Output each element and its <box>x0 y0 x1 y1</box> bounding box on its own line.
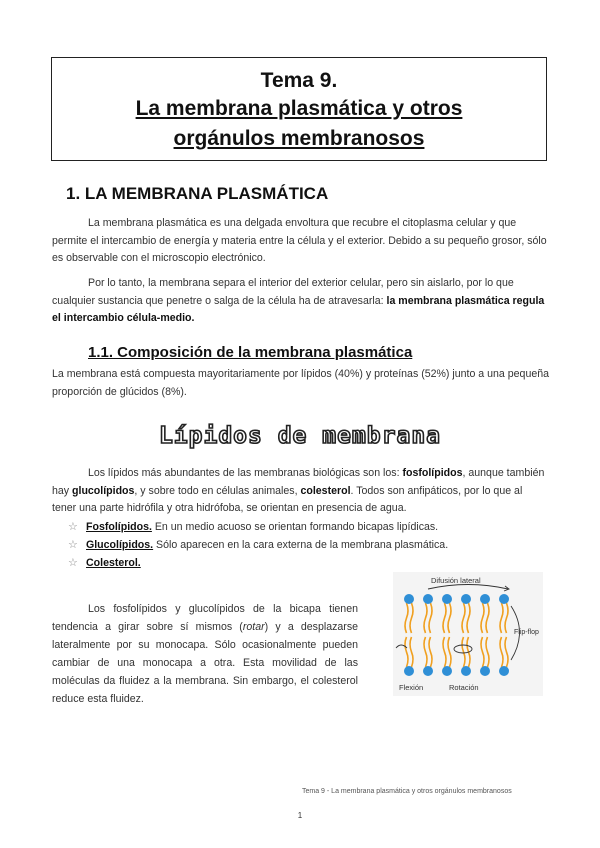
title-line-3: orgánulos membranosos <box>173 127 425 150</box>
lipid-tail <box>505 603 508 633</box>
lipid-tail <box>429 603 432 633</box>
membrane-movement-figure <box>393 572 543 696</box>
lipid-bilayer <box>404 594 509 676</box>
label-flip-flop: Flip-flop <box>514 629 539 636</box>
section-1-heading: 1. LA MEMBRANA PLASMÁTICA <box>66 184 329 203</box>
lipid-tail <box>429 637 432 667</box>
title-box <box>51 57 547 161</box>
lipid-tail <box>462 603 465 633</box>
lipid-head <box>499 594 509 604</box>
lipid-tail <box>424 637 427 667</box>
section-1-paragraph-1 <box>52 215 549 268</box>
lipid-tail <box>481 603 484 633</box>
intro-colesterol: colesterol <box>300 484 351 497</box>
lipid-tail <box>486 637 489 667</box>
lipid-tail <box>410 603 413 633</box>
label-difusion-lateral: Difusión lateral <box>431 576 481 585</box>
lipid-head <box>480 666 490 676</box>
lipid-tail <box>448 603 451 633</box>
lipid-head <box>442 666 452 676</box>
lipid-tail <box>405 637 408 667</box>
lipid-tail <box>443 603 446 633</box>
p2-text: Por lo tanto, la membrana separa el interior del exterior celular, pero sin aislarlo, por lo que cualquier sustancia que penetre o salga de la célula ha de atravesarla: <box>52 277 514 307</box>
lipid-tail <box>410 637 413 667</box>
intro-fosfolipidos: fosfolípidos <box>402 467 463 479</box>
bullet-glucolipidos: ☆ Glucolípidos. Sólo aparecen en la cara externa de la membrana plasmática. <box>68 539 449 551</box>
lipid-tail <box>505 637 508 667</box>
lipid-head <box>480 594 490 604</box>
p2-bold: la membrana plasmática regula el intercambio célula-medio. <box>52 294 545 324</box>
lipidos-intro <box>52 465 549 518</box>
lipid-tail <box>486 603 489 633</box>
title-line-2: La membrana plasmática y otros <box>135 97 463 120</box>
lipid-tail <box>443 637 446 667</box>
bullet-fosfolipidos: ☆ Fosfolípidos. En un medio acuoso se orientan formando bicapas lipídicas. <box>68 521 439 533</box>
section-1-1-heading: 1.1. Composición de la membrana plasmática <box>88 344 413 361</box>
intro-e: , y sobre todo en células animales, <box>134 484 301 497</box>
arrow-difusion-icon <box>428 585 508 590</box>
bilayer-diagram <box>393 572 543 696</box>
page-number: 1 <box>297 811 303 820</box>
section-1-paragraph-2 <box>52 275 549 328</box>
lipid-head <box>461 594 471 604</box>
star-icon: ☆ <box>68 539 78 551</box>
bullet-colesterol: ☆ Colesterol. <box>68 557 141 569</box>
star-icon: ☆ <box>68 521 78 533</box>
lipid-tail <box>467 603 470 633</box>
lipid-tail <box>448 637 451 667</box>
rotar-italic: rotar <box>242 621 265 633</box>
lipidos-title: Lípidos de membrana <box>158 423 442 449</box>
label-flexion: Flexión <box>399 683 424 692</box>
lipid-head <box>499 666 509 676</box>
movilidad-paragraph: Los fosfolípidos y glucolípidos de la bicapa tienen tendencia a girar sobre sí mismos (rotar) y a desplazarse lateralmente por su monocapa. Sólo ocasionalmente pueden cambiar de una monocapa a otra. Esta movilidad de las moléculas da fluidez a la membrana. Sin embargo, el colesterol reduce esta fluidez. <box>52 603 359 705</box>
intro-g: . Todos son anfipáticos, por lo que al tener una parte hidrófila y otra hidrófoba, se orientan en presencia de agua. <box>52 484 523 514</box>
lipid-tail <box>481 637 484 667</box>
section-1-1-paragraph: La membrana está compuesta mayoritariamente por lípidos (40%) y proteínas (52%) junto a una pequeña proporción de glúcidos (8%). <box>52 368 550 398</box>
lipid-tail <box>424 603 427 633</box>
intro-a: Los lípidos más abundantes de las membranas biológicas son los: <box>88 467 403 479</box>
lipid-tail <box>500 603 503 633</box>
lipid-head <box>404 594 414 604</box>
lipid-head <box>442 594 452 604</box>
p1-text: La membrana plasmática es una delgada envoltura que recubre el citoplasma celular y que permite el intercambio de energía y materia entre la célula y el exterior. Debido a su pequeño grosor, sólo es observable con el microscopio electrónico. <box>52 217 547 264</box>
lipid-tail <box>405 603 408 633</box>
page-footer: Tema 9 - La membrana plasmática y otros orgánulos membranosos <box>302 788 512 795</box>
lipid-head <box>423 594 433 604</box>
lipid-head <box>461 666 471 676</box>
intro-glucolipidos: glucolípidos <box>72 484 135 497</box>
lipid-tail <box>500 637 503 667</box>
lipid-head <box>423 666 433 676</box>
lipid-head <box>404 666 414 676</box>
title-line-1: Tema 9. <box>260 69 338 92</box>
lipid-tail <box>462 637 465 667</box>
star-icon: ☆ <box>68 557 78 569</box>
label-rotacion: Rotación <box>449 683 479 692</box>
intro-c: , aunque también hay <box>52 467 545 497</box>
